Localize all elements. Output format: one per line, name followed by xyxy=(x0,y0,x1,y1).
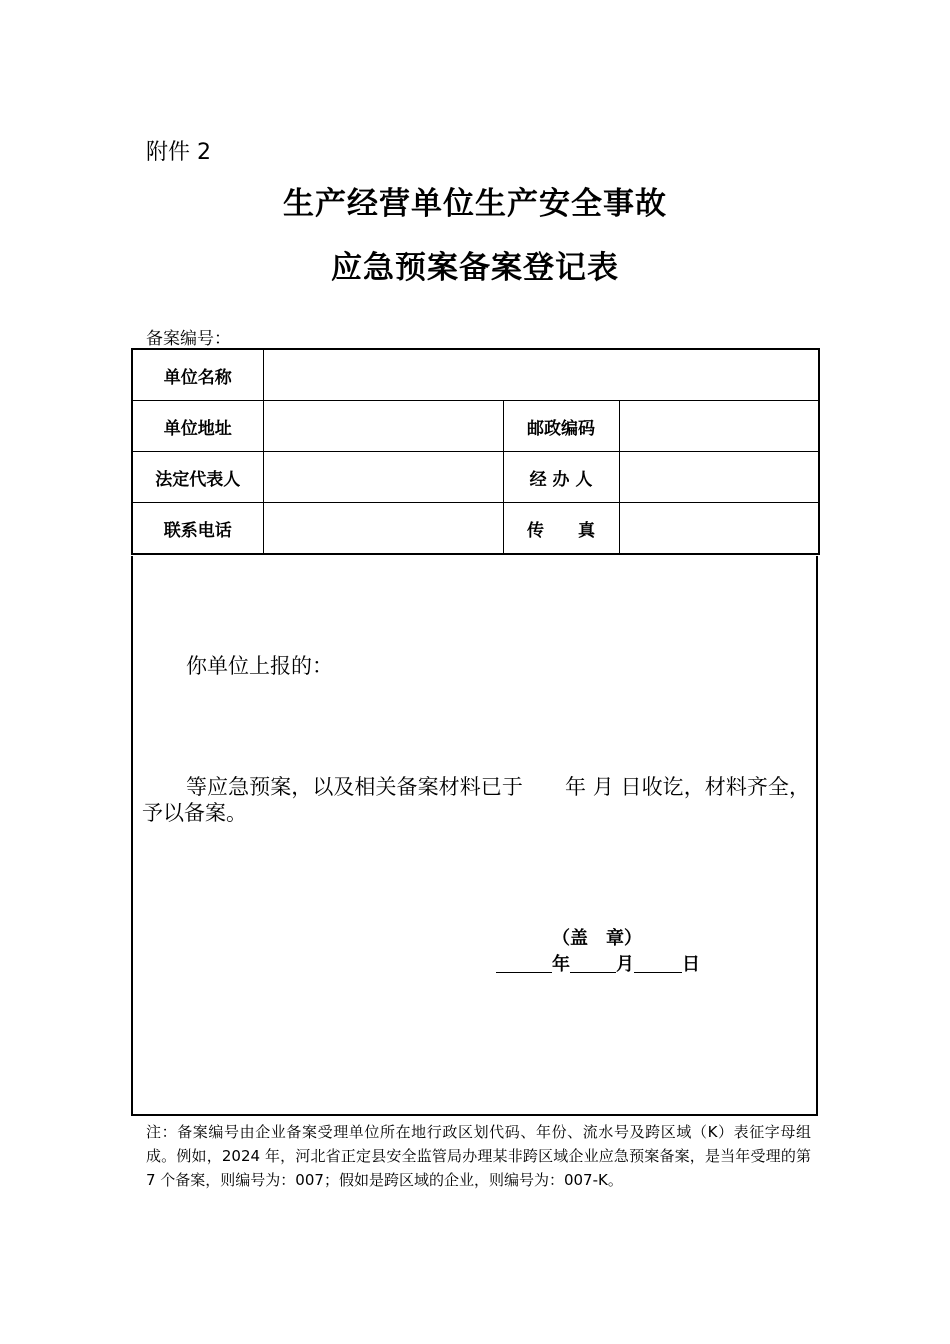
day-label: 日 xyxy=(682,954,700,975)
unit-address-label: 单位地址 xyxy=(132,401,263,452)
table-row xyxy=(132,503,819,555)
title-line-2: 应急预案备案登记表 xyxy=(331,250,619,286)
filing-number-label: 备案编号： xyxy=(146,329,231,349)
unit-name-label: 单位名称 xyxy=(132,349,263,401)
registration-table xyxy=(131,348,820,555)
filing-paragraph: 等应急预案，以及相关备案材料已于 年 月 日收讫，材料齐全，予以备案。 xyxy=(142,775,810,825)
title-line-1: 生产经营单位生产安全事故 xyxy=(283,186,667,222)
legal-rep-field[interactable] xyxy=(263,452,503,503)
table-row xyxy=(132,349,819,401)
year-label: 年 xyxy=(552,954,570,975)
unit-name-field[interactable] xyxy=(263,349,819,401)
month-blank[interactable] xyxy=(570,952,616,973)
seal-label: （盖 章） xyxy=(552,928,642,949)
month-label: 月 xyxy=(616,954,634,975)
footnote: 注：备案编号由企业备案受理单位所在地行政区划代码、年份、流水号及跨区域（K）表征字母组成。例如，2024 年，河北省正定县安全监管局办理某非跨区域企业应急预案备案，是当年受理的第 7 个备案，则编号为：007；假如是跨区域的企业，则编号为：007-K。 xyxy=(146,1123,811,1189)
received-text: 你单位上报的： xyxy=(186,654,333,678)
handler-label: 经 办 人 xyxy=(503,452,619,503)
phone-field[interactable] xyxy=(263,503,503,555)
table-row xyxy=(132,401,819,452)
date-line xyxy=(496,950,700,976)
approval-box xyxy=(131,556,818,1116)
postal-code-field[interactable] xyxy=(619,401,819,452)
fax-label: 传 真 xyxy=(503,503,619,555)
day-blank[interactable] xyxy=(634,952,682,973)
fax-field[interactable] xyxy=(619,503,819,555)
handler-field[interactable] xyxy=(619,452,819,503)
year-blank[interactable] xyxy=(496,952,552,973)
table-row xyxy=(132,452,819,503)
postal-code-label: 邮政编码 xyxy=(503,401,619,452)
legal-rep-label: 法定代表人 xyxy=(132,452,263,503)
phone-label: 联系电话 xyxy=(132,503,263,555)
annex-label: 附件 2 xyxy=(146,140,211,165)
unit-address-field[interactable] xyxy=(263,401,503,452)
